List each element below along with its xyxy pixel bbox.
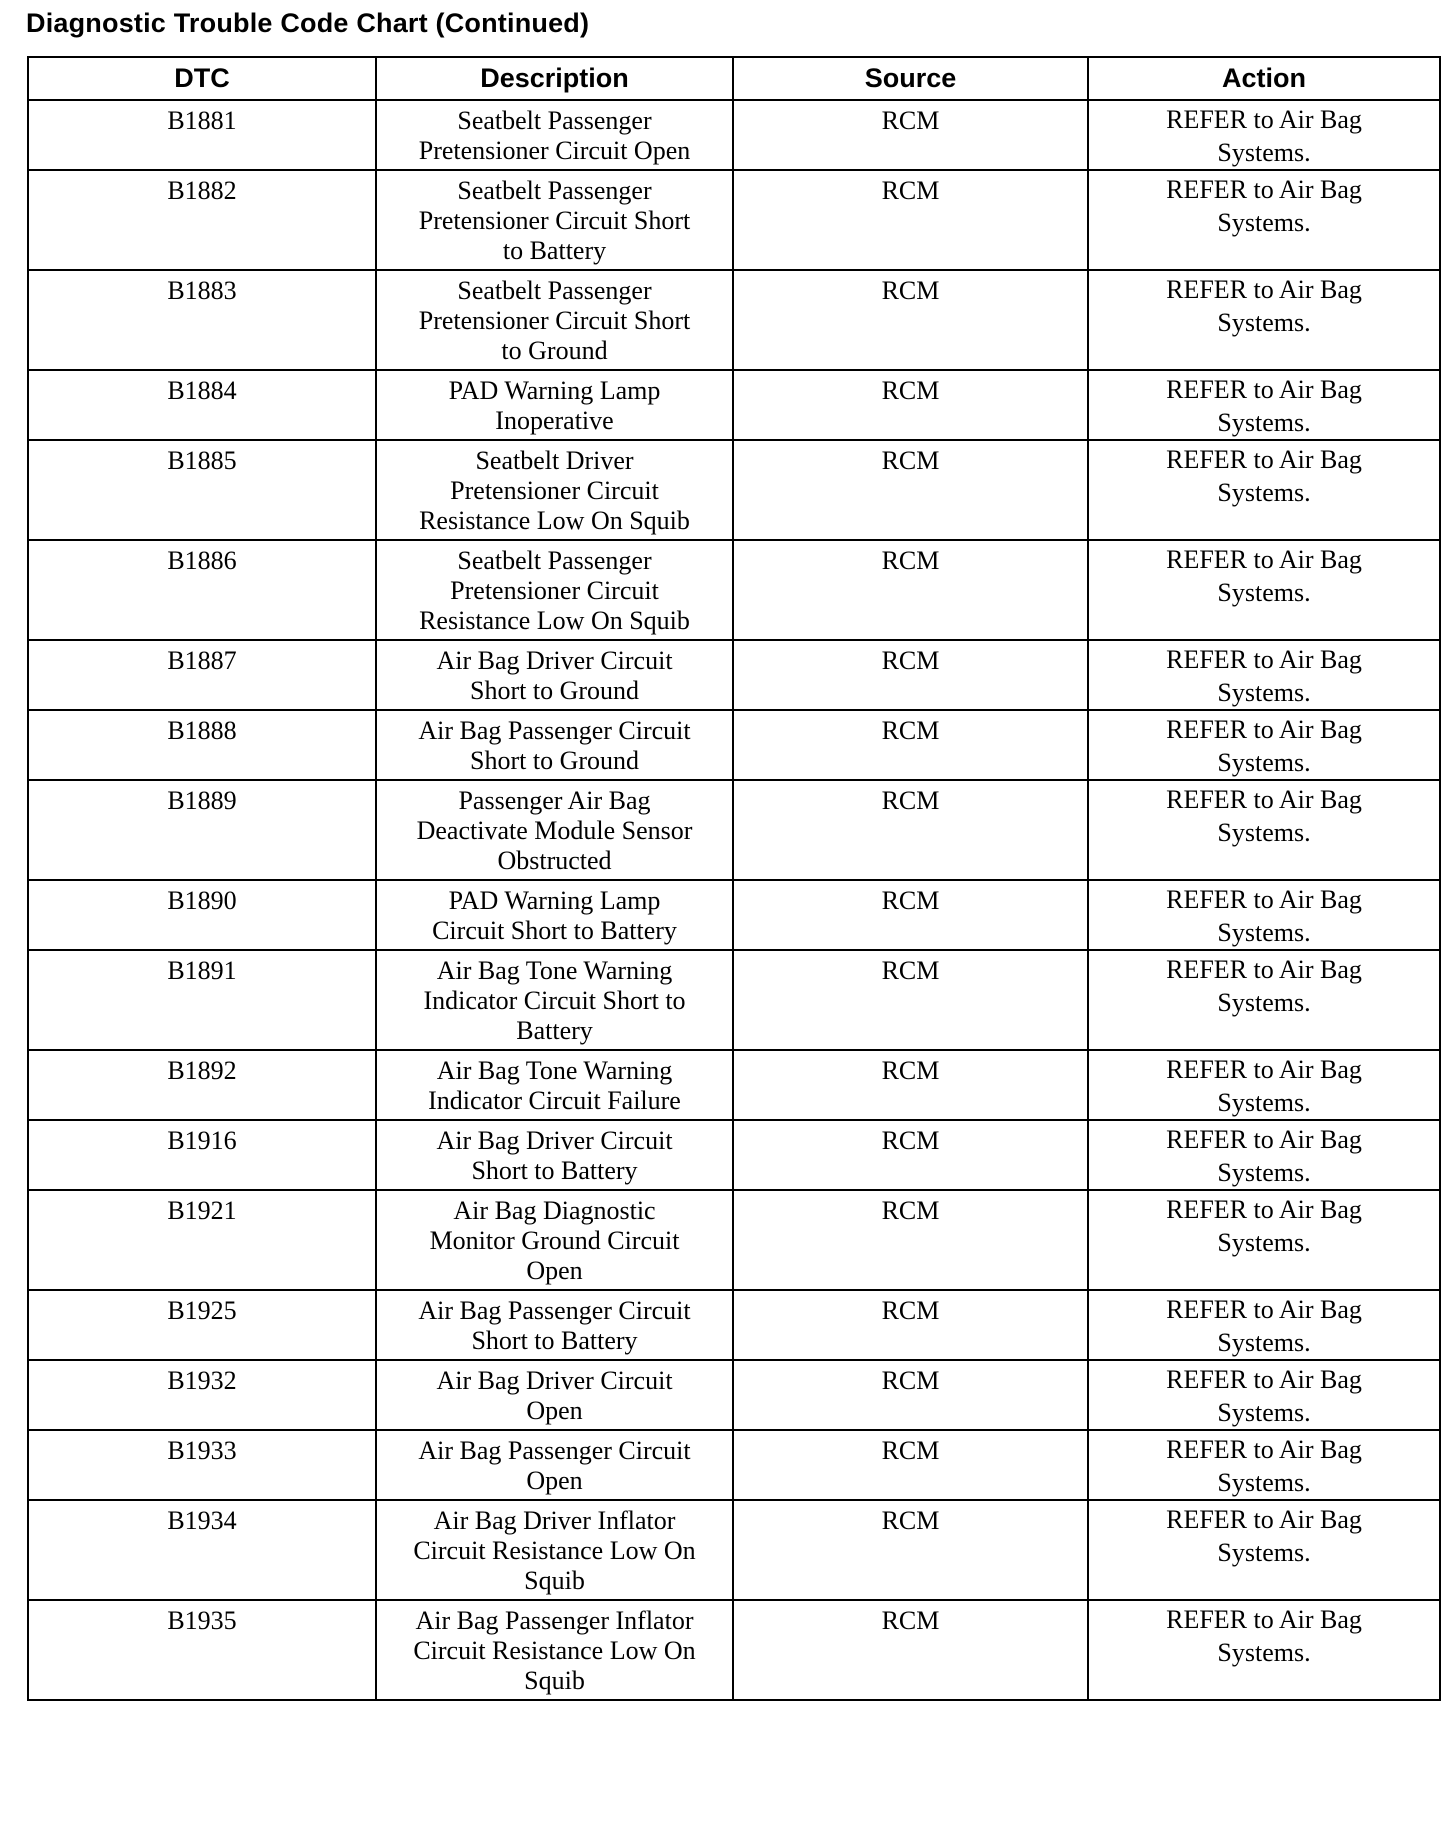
description-cell xyxy=(376,780,733,880)
description-line: Air Bag Driver Circuit xyxy=(436,1366,673,1395)
description-line: Indicator Circuit Short to xyxy=(423,986,686,1015)
description-cell xyxy=(376,1120,733,1190)
action-line: Systems. xyxy=(1217,478,1311,507)
table-row xyxy=(28,1290,1440,1360)
description-line: Short to Ground xyxy=(470,676,639,705)
column-header-description: Description xyxy=(376,57,733,100)
action-cell xyxy=(1088,1190,1440,1290)
source-cell: RCM xyxy=(733,270,1088,370)
action-cell xyxy=(1088,950,1440,1050)
action-line: REFER to Air Bag xyxy=(1166,955,1362,984)
description-cell xyxy=(376,1430,733,1500)
action-cell xyxy=(1088,370,1440,440)
action-cell xyxy=(1088,1500,1440,1600)
action-line: Systems. xyxy=(1217,1398,1311,1427)
action-cell xyxy=(1088,540,1440,640)
description-line: Resistance Low On Squib xyxy=(419,506,690,535)
description-line: Pretensioner Circuit Open xyxy=(418,136,691,165)
action-line: Systems. xyxy=(1217,1538,1311,1567)
description-line: Seatbelt Passenger xyxy=(457,276,652,305)
dtc-code-cell: B1888 xyxy=(28,710,376,780)
action-cell xyxy=(1088,710,1440,780)
dtc-code-cell: B1925 xyxy=(28,1290,376,1360)
dtc-code-cell: B1921 xyxy=(28,1190,376,1290)
header-row xyxy=(28,57,1440,100)
dtc-code-cell: B1935 xyxy=(28,1600,376,1700)
description-cell xyxy=(376,1600,733,1700)
source-cell: RCM xyxy=(733,1600,1088,1700)
action-line: REFER to Air Bag xyxy=(1166,785,1362,814)
description-line: Circuit Resistance Low On xyxy=(413,1636,696,1665)
source-cell: RCM xyxy=(733,170,1088,270)
dtc-code-cell: B1889 xyxy=(28,780,376,880)
dtc-code-cell: B1885 xyxy=(28,440,376,540)
description-line: Air Bag Driver Circuit xyxy=(436,646,673,675)
action-line: REFER to Air Bag xyxy=(1166,275,1362,304)
source-cell: RCM xyxy=(733,1360,1088,1430)
table-row xyxy=(28,880,1440,950)
source-cell: RCM xyxy=(733,1500,1088,1600)
action-cell xyxy=(1088,1290,1440,1360)
action-line: REFER to Air Bag xyxy=(1166,545,1362,574)
description-cell xyxy=(376,1360,733,1430)
action-line: REFER to Air Bag xyxy=(1166,1295,1362,1324)
action-cell xyxy=(1088,170,1440,270)
table-row xyxy=(28,1360,1440,1430)
table-row xyxy=(28,950,1440,1050)
column-header-source: Source xyxy=(733,57,1088,100)
action-line: REFER to Air Bag xyxy=(1166,1505,1362,1534)
action-line: Systems. xyxy=(1217,578,1311,607)
description-line: Squib xyxy=(524,1566,585,1595)
action-line: REFER to Air Bag xyxy=(1166,445,1362,474)
action-line: REFER to Air Bag xyxy=(1166,645,1362,674)
source-cell: RCM xyxy=(733,440,1088,540)
source-cell: RCM xyxy=(733,1290,1088,1360)
description-line: Pretensioner Circuit Short xyxy=(418,206,691,235)
action-cell xyxy=(1088,100,1440,170)
description-line: Monitor Ground Circuit xyxy=(429,1226,680,1255)
action-line: Systems. xyxy=(1217,748,1311,777)
action-line: Systems. xyxy=(1217,208,1311,237)
action-line: REFER to Air Bag xyxy=(1166,375,1362,404)
description-line: Obstructed xyxy=(497,846,612,875)
description-line: Pretensioner Circuit Short xyxy=(418,306,691,335)
action-cell xyxy=(1088,780,1440,880)
description-line: Short to Battery xyxy=(471,1156,638,1185)
description-line: Seatbelt Driver xyxy=(475,446,634,475)
description-cell xyxy=(376,640,733,710)
description-line: Inoperative xyxy=(495,406,614,435)
description-line: Circuit Resistance Low On xyxy=(413,1536,696,1565)
description-line: Squib xyxy=(524,1666,585,1695)
description-cell xyxy=(376,440,733,540)
table-row xyxy=(28,780,1440,880)
description-cell xyxy=(376,540,733,640)
description-line: Open xyxy=(526,1466,583,1495)
action-line: REFER to Air Bag xyxy=(1166,1195,1362,1224)
action-line: Systems. xyxy=(1217,1468,1311,1497)
action-line: REFER to Air Bag xyxy=(1166,1435,1362,1464)
description-cell xyxy=(376,1190,733,1290)
description-line: Air Bag Driver Circuit xyxy=(436,1126,673,1155)
table-row xyxy=(28,1120,1440,1190)
action-line: REFER to Air Bag xyxy=(1166,105,1362,134)
chart-title: Diagnostic Trouble Code Chart (Continued) xyxy=(26,8,590,38)
action-line: Systems. xyxy=(1217,1228,1311,1257)
dtc-code-cell: B1932 xyxy=(28,1360,376,1430)
source-cell: RCM xyxy=(733,1050,1088,1120)
source-cell: RCM xyxy=(733,370,1088,440)
table-row xyxy=(28,1600,1440,1700)
dtc-code-cell: B1886 xyxy=(28,540,376,640)
description-cell xyxy=(376,1500,733,1600)
dtc-code-cell: B1934 xyxy=(28,1500,376,1600)
source-cell: RCM xyxy=(733,710,1088,780)
action-line: Systems. xyxy=(1217,988,1311,1017)
action-cell xyxy=(1088,440,1440,540)
description-line: Short to Ground xyxy=(470,746,639,775)
action-cell xyxy=(1088,270,1440,370)
action-line: REFER to Air Bag xyxy=(1166,1605,1362,1634)
table-row xyxy=(28,370,1440,440)
action-line: REFER to Air Bag xyxy=(1166,1365,1362,1394)
action-cell xyxy=(1088,1050,1440,1120)
action-line: Systems. xyxy=(1217,918,1311,947)
description-line: Air Bag Passenger Circuit xyxy=(418,1296,691,1325)
description-cell xyxy=(376,170,733,270)
action-line: Systems. xyxy=(1217,1328,1311,1357)
description-line: Open xyxy=(526,1396,583,1425)
description-line: Pretensioner Circuit xyxy=(450,476,659,505)
description-line: Seatbelt Passenger xyxy=(457,546,652,575)
action-line: Systems. xyxy=(1217,1158,1311,1187)
action-line: REFER to Air Bag xyxy=(1166,1055,1362,1084)
source-cell: RCM xyxy=(733,780,1088,880)
table-row xyxy=(28,440,1440,540)
action-line: Systems. xyxy=(1217,1088,1311,1117)
description-line: Air Bag Driver Inflator xyxy=(433,1506,676,1535)
description-line: Resistance Low On Squib xyxy=(419,606,690,635)
description-line: Air Bag Passenger Circuit xyxy=(418,716,691,745)
dtc-code-cell: B1933 xyxy=(28,1430,376,1500)
description-cell xyxy=(376,100,733,170)
description-line: Circuit Short to Battery xyxy=(432,916,677,945)
source-cell: RCM xyxy=(733,950,1088,1050)
action-line: Systems. xyxy=(1217,408,1311,437)
description-cell xyxy=(376,1290,733,1360)
action-line: Systems. xyxy=(1217,1638,1311,1667)
description-line: to Ground xyxy=(501,336,608,365)
description-line: Seatbelt Passenger xyxy=(457,176,652,205)
source-cell: RCM xyxy=(733,100,1088,170)
dtc-code-cell: B1883 xyxy=(28,270,376,370)
source-cell: RCM xyxy=(733,1120,1088,1190)
table-row xyxy=(28,540,1440,640)
action-line: Systems. xyxy=(1217,308,1311,337)
source-cell: RCM xyxy=(733,1190,1088,1290)
description-line: PAD Warning Lamp xyxy=(448,886,661,915)
table-row xyxy=(28,1190,1440,1290)
description-cell xyxy=(376,370,733,440)
action-line: Systems. xyxy=(1217,818,1311,847)
action-line: REFER to Air Bag xyxy=(1166,1125,1362,1154)
description-line: Pretensioner Circuit xyxy=(450,576,659,605)
table-row xyxy=(28,1430,1440,1500)
action-cell xyxy=(1088,1360,1440,1430)
description-cell xyxy=(376,710,733,780)
action-cell xyxy=(1088,1430,1440,1500)
description-line: PAD Warning Lamp xyxy=(448,376,661,405)
dtc-code-cell: B1881 xyxy=(28,100,376,170)
description-line: Indicator Circuit Failure xyxy=(428,1086,681,1115)
action-line: Systems. xyxy=(1217,138,1311,167)
dtc-code-cell: B1884 xyxy=(28,370,376,440)
description-line: Battery xyxy=(516,1016,593,1045)
source-cell: RCM xyxy=(733,540,1088,640)
table-body xyxy=(28,100,1440,1700)
description-line: Air Bag Tone Warning xyxy=(436,1056,673,1085)
table-row xyxy=(28,1050,1440,1120)
dtc-code-cell: B1882 xyxy=(28,170,376,270)
dtc-code-cell: B1887 xyxy=(28,640,376,710)
action-cell xyxy=(1088,1120,1440,1190)
description-line: Deactivate Module Sensor xyxy=(416,816,693,845)
action-cell xyxy=(1088,640,1440,710)
description-cell xyxy=(376,950,733,1050)
description-line: Air Bag Passenger Circuit xyxy=(418,1436,691,1465)
description-line: Seatbelt Passenger xyxy=(457,106,652,135)
table-row xyxy=(28,170,1440,270)
column-header-dtc: DTC xyxy=(28,57,376,100)
action-line: REFER to Air Bag xyxy=(1166,885,1362,914)
source-cell: RCM xyxy=(733,1430,1088,1500)
action-line: Systems. xyxy=(1217,678,1311,707)
action-cell xyxy=(1088,1600,1440,1700)
description-line: Air Bag Passenger Inflator xyxy=(415,1606,694,1635)
table-row xyxy=(28,640,1440,710)
description-cell xyxy=(376,1050,733,1120)
table-row xyxy=(28,270,1440,370)
table-row xyxy=(28,710,1440,780)
description-cell xyxy=(376,270,733,370)
action-line: REFER to Air Bag xyxy=(1166,175,1362,204)
dtc-table xyxy=(27,56,1441,1701)
dtc-code-cell: B1891 xyxy=(28,950,376,1050)
description-line: Air Bag Tone Warning xyxy=(436,956,673,985)
description-line: Open xyxy=(526,1256,583,1285)
description-line: to Battery xyxy=(502,236,607,265)
action-cell xyxy=(1088,880,1440,950)
source-cell: RCM xyxy=(733,880,1088,950)
dtc-code-cell: B1916 xyxy=(28,1120,376,1190)
description-line: Passenger Air Bag xyxy=(458,786,651,815)
column-header-action: Action xyxy=(1088,57,1440,100)
source-cell: RCM xyxy=(733,640,1088,710)
description-line: Short to Battery xyxy=(471,1326,638,1355)
description-line: Air Bag Diagnostic xyxy=(453,1196,656,1225)
dtc-code-cell: B1892 xyxy=(28,1050,376,1120)
action-line: REFER to Air Bag xyxy=(1166,715,1362,744)
dtc-code-cell: B1890 xyxy=(28,880,376,950)
table-row xyxy=(28,100,1440,170)
description-cell xyxy=(376,880,733,950)
table-row xyxy=(28,1500,1440,1600)
